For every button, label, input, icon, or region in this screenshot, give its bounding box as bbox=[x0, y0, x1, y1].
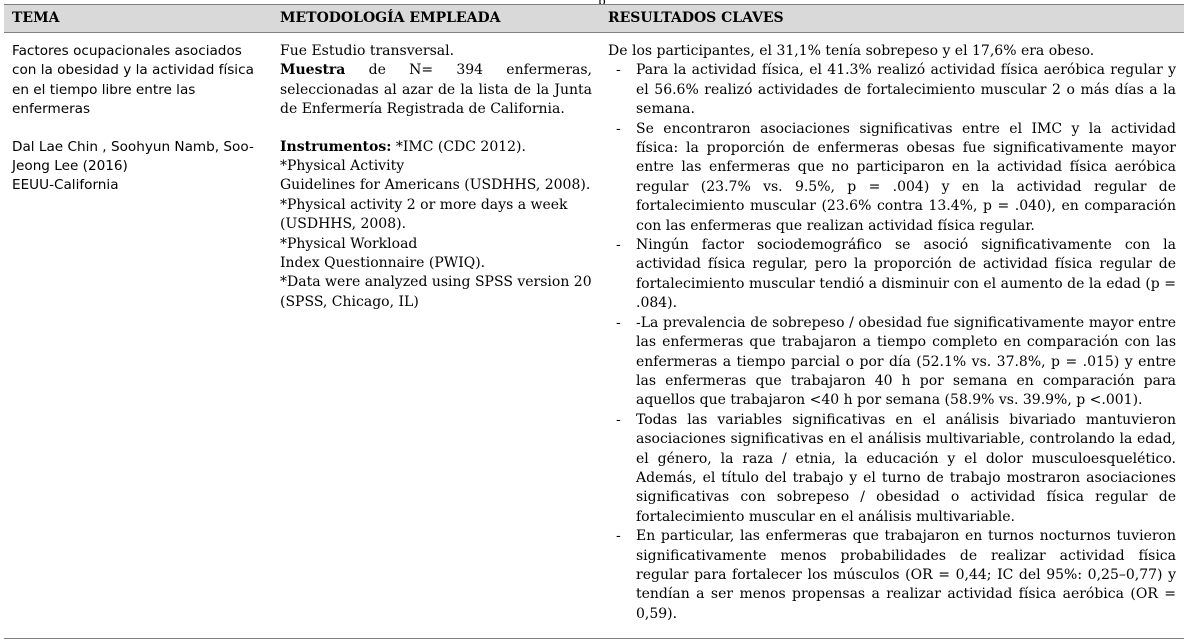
instruments-label: Instrumentos: bbox=[280, 138, 392, 155]
table-row bbox=[4, 33, 1184, 639]
metodologia-cell bbox=[272, 33, 600, 639]
list-item: - Todas las variables significativas en el análisis bivariado mantuvieron asociaciones significativas en el análisis multivariable, controlando la edad, el género, la raza / etnia, la educación y el dolor musculoesquelético. Además, el título del trabajo y el turno de trabajo mostraron asociaciones significativas con sobrepeso / obesidad o actividad física regular de fortalecimiento muscular en el análisis multivariable. bbox=[608, 411, 1176, 527]
list-item: - Para la actividad física, el 41.3% realizó actividad física aeróbica regular y el 56.6% realizó actividades de fortalecimiento muscular 2 o más días a la semana. bbox=[608, 61, 1176, 119]
instrument-item: *Physical Workload bbox=[280, 235, 418, 252]
header-resultados: RESULTADOS CLAVES bbox=[600, 5, 1184, 33]
sample-text: de N= 394 enfermeras, seleccionadas al azar de la lista de la Junta de Enfermería Registrada de California. bbox=[280, 62, 592, 118]
list-item: - En particular, las enfermeras que trabajaron en turnos nocturnos tuvieron significativamente menos probabilidades de realizar actividad física regular para fortalecer los músculos (OR = 0,44; IC del 95%: 0,25–0,77) y tendían a ser menos propensas a realizar actividad física aeróbica (OR = 0,59). bbox=[608, 527, 1176, 624]
study-design: Fue Estudio transversal. bbox=[280, 43, 455, 59]
list-item: - Se encontraron asociaciones significativas entre el IMC y la actividad física: la proporción de enfermeras obesas fue significativamente mayor entre las enfermeras que no participaron en la actividad física aeróbica regular (23.7% vs. 9.5%, p = .004) y en la actividad regular de fortalecimiento muscular (23.6% contra 13.4%, p = .040), en comparación con las enfermeras que realizan actividad física regular. bbox=[608, 120, 1176, 236]
header-tema: TEMA bbox=[4, 5, 272, 33]
tema-cell bbox=[4, 33, 272, 639]
results-list bbox=[608, 61, 1176, 624]
list-item: - -La prevalencia de sobrepeso / obesidad fue significativamente mayor entre las enfermeras que trabajaron a tiempo completo en comparación con las enfermeras a tiempo parcial o por día (52.1% vs. 37.8%, p = .015) y entre las enfermeras que trabajaron 40 h por semana en comparación para aquellos que trabajaron <40 h por semana (58.9% vs. 39.9%, p <.001). bbox=[608, 314, 1176, 411]
instruments-heading bbox=[280, 138, 592, 157]
resultados-cell bbox=[600, 33, 1184, 639]
study-title: Factores ocupacionales asociados con la obesidad y la actividad física en el tiempo libre entre las enfermeras bbox=[12, 43, 254, 118]
header-row bbox=[4, 5, 1184, 33]
instrument-item: *IMC (CDC 2012). bbox=[391, 138, 526, 155]
list-item: - Ningún factor sociodemográfico se asoció significativamente con la actividad física regular, pero la proporción de actividad física regular de fortalecimiento muscular tendió a disminuir con el aumento de la edad (p = .084). bbox=[608, 236, 1176, 314]
instrument-item: Index Questionnaire (PWIQ). bbox=[280, 255, 486, 272]
results-intro: De los participantes, el 31,1% tenía sobrepeso y el 17,6% era obeso. bbox=[608, 43, 1095, 59]
header-metodologia: METODOLOGÍA EMPLEADA bbox=[272, 5, 600, 33]
sample-description bbox=[280, 61, 592, 119]
summary-table bbox=[4, 4, 1184, 639]
study-location: EEUU-California bbox=[12, 177, 119, 194]
instrument-item: *Data were analyzed using SPSS version 20 (SPSS, Chicago, IL) bbox=[280, 274, 592, 310]
instrument-item: Guidelines for Americans (USDHHS, 2008). bbox=[280, 177, 591, 194]
instrument-item: *Physical Activity bbox=[280, 158, 405, 175]
study-authors: Dal Lae Chin , Soohyun Namb, Soo-Jeong Lee (2016) bbox=[12, 138, 254, 175]
sample-label: Muestra bbox=[280, 62, 346, 79]
instrument-item: *Physical activity 2 or more days a week (USDHHS, 2008). bbox=[280, 196, 568, 233]
